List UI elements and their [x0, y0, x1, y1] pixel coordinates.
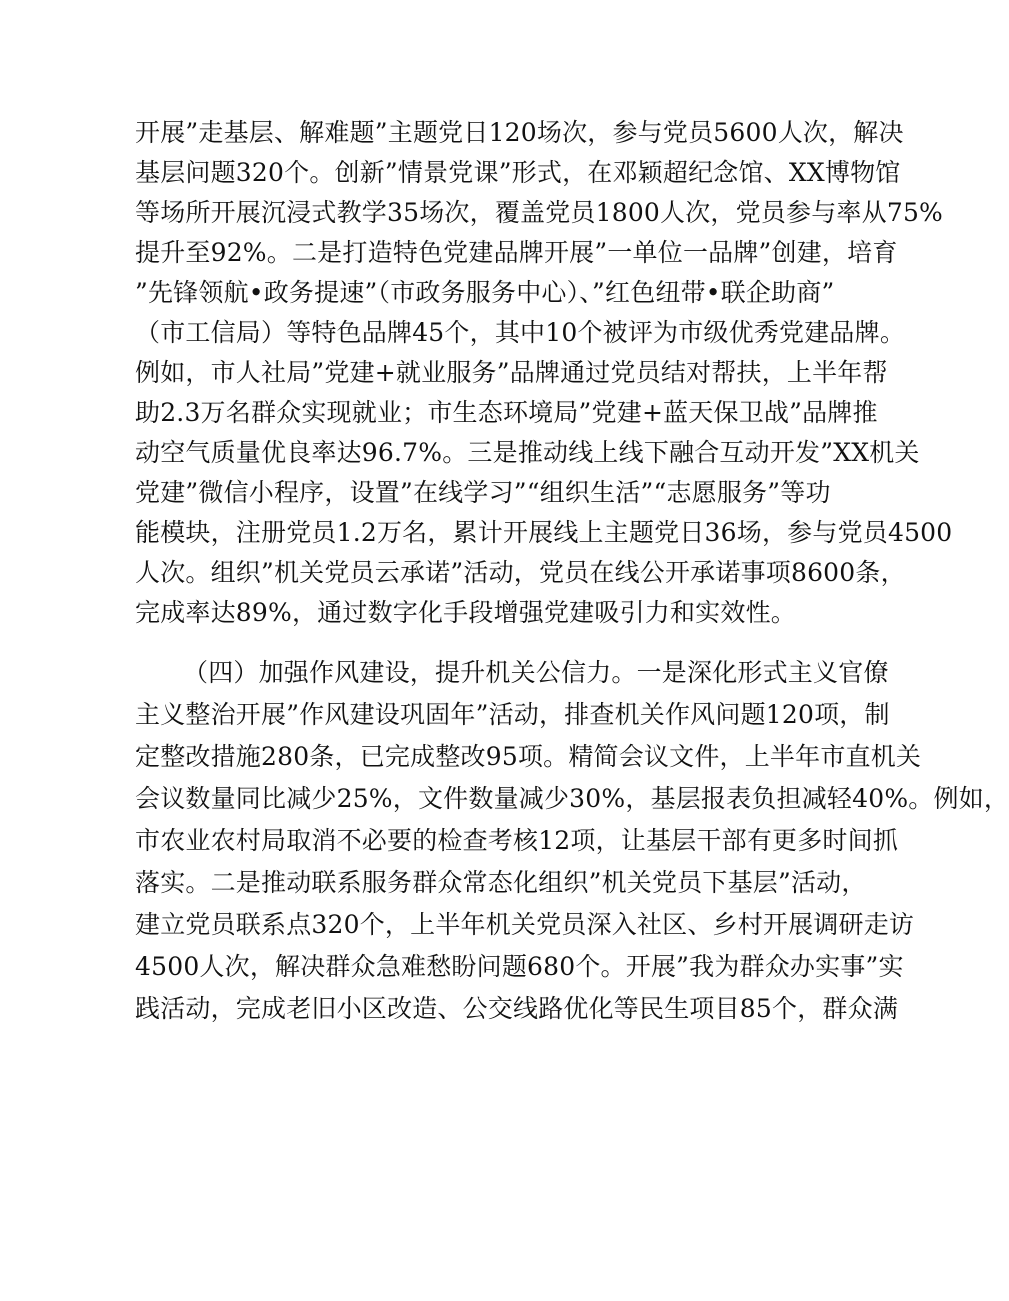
paragraph-1-line-10: 党建”微信小程序，设置”在线学习”“组织生活”“志愿服务”等功	[135, 478, 831, 507]
paragraph-1-line-4: 提升至92%。二是打造特色党建品牌开展”一单位一品牌”创建，培育	[135, 238, 898, 267]
paragraph-1-line-13: 完成率达89%，通过数字化手段增强党建吸引力和实效性。	[135, 598, 796, 627]
paragraph-2-line-5: 市农业农村局取消不必要的检查考核12项，让基层干部有更多时间抓	[135, 826, 899, 855]
paragraph-2-line-6: 落实。二是推动联系服务群众常态化组织”机关党员下基层”活动，	[135, 868, 867, 897]
paragraph-1-line-1: 开展”走基层、解难题”主题党日120场次，参与党员5600人次，解决	[135, 118, 904, 147]
paragraph-1-line-5: ”先锋领航•政务提速”（市政务服务中心）、”红色纽带•联企助商”	[135, 278, 835, 307]
paragraph-1-line-11: 能模块，注册党员1.2万名，累计开展线上主题党日36场，参与党员4500	[135, 518, 953, 547]
paragraph-2-line-4: 会议数量同比减少25%，文件数量减少30%，基层报表负担减轻40%。例如，	[135, 784, 1009, 813]
paragraph-2-line-8: 4500人次，解决群众急难愁盼问题680个。开展”我为群众办实事”实	[135, 952, 904, 981]
paragraph-1-line-3: 等场所开展沉浸式教学35场次，覆盖党员1800人次，党员参与率从75%	[135, 198, 944, 227]
paragraph-2-line-7: 建立党员联系点320个，上半年机关党员深入社区、乡村开展调研走访	[135, 910, 915, 939]
paragraph-1-line-9: 动空气质量优良率达96.7%。三是推动线上线下融合互动开发”XX机关	[135, 438, 920, 467]
paragraph-2-line-1: （四）加强作风建设，提升机关公信力。一是深化形式主义官僚	[183, 658, 889, 687]
paragraph-1-line-6: （市工信局）等特色品牌45个，其中10个被评为市级优秀党建品牌。	[135, 318, 906, 347]
paragraph-1-line-2: 基层问题320个。创新”情景党课”形式，在邓颖超纪念馆、XX博物馆	[135, 158, 901, 187]
paragraph-2-line-2: 主义整治开展”作风建设巩固年”活动，排查机关作风问题120项，制	[135, 700, 890, 729]
paragraph-2-line-3: 定整改措施280条，已完成整改95项。精简会议文件，上半年市直机关	[135, 742, 922, 771]
paragraph-1-line-8: 助2.3万名群众实现就业；市生态环境局”党建+蓝天保卫战”品牌推	[135, 398, 878, 427]
paragraph-1-line-12: 人次。组织”机关党员云承诺”活动，党员在线公开承诺事项8600条，	[135, 558, 906, 587]
paragraph-1-line-7: 例如，市人社局”党建+就业服务”品牌通过党员结对帮扶，上半年帮	[135, 358, 888, 387]
paragraph-2-line-9: 践活动，完成老旧小区改造、公交线路优化等民生项目85个，群众满	[135, 994, 899, 1023]
